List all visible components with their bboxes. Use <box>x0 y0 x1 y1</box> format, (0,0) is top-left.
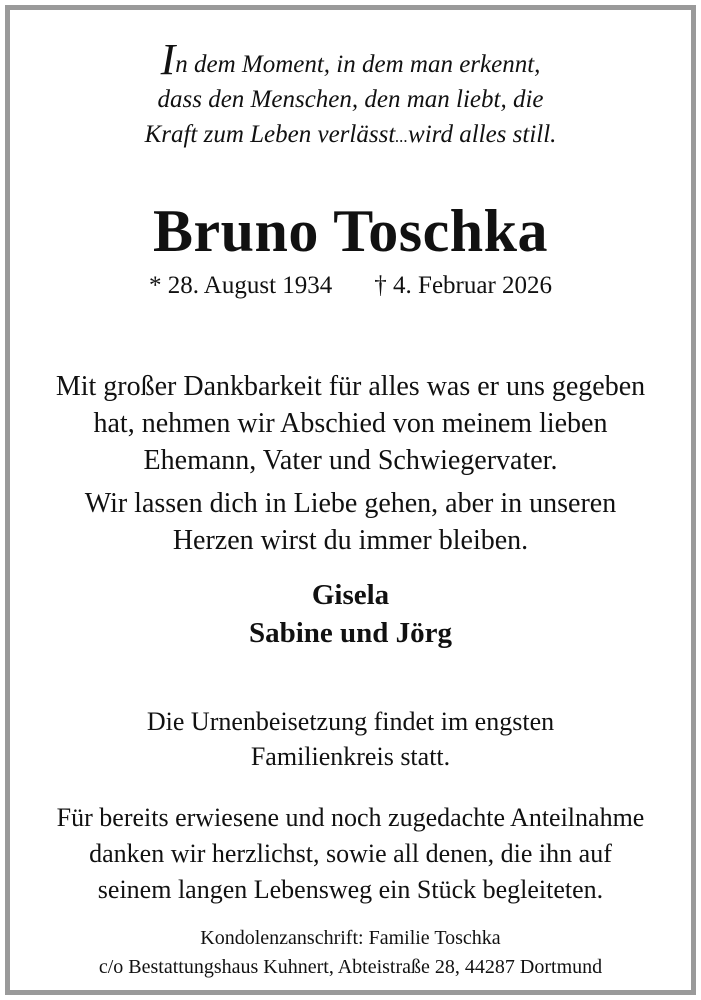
love-line: Wir lassen dich in Liebe gehen, aber in unseren <box>84 488 617 519</box>
burial-notice <box>10 704 691 774</box>
burial-line: Familienkreis statt. <box>250 742 451 771</box>
poem-line-1-text: n dem Moment, in dem man erkennt, <box>175 51 541 78</box>
poem-line-3 <box>60 117 641 154</box>
farewell-line: Ehemann, Vater und Schwiegervater. <box>143 445 558 476</box>
thanks-line: Für bereits erwiesene und noch zugedachte Anteilnahme <box>56 803 645 832</box>
death-date: † 4. Februar 2026 <box>374 272 553 299</box>
opening-poem <box>60 35 641 154</box>
condolence-address-line-2: c/o Bestattungshaus Kuhnert, Abteistraße 28, 44287 Dortmund <box>98 956 603 978</box>
deceased-name: Bruno Toschka <box>152 198 549 264</box>
poem-line-1 <box>60 35 641 84</box>
love-paragraph <box>10 485 691 559</box>
love-line: Herzen wirst du immer bleiben. <box>172 525 529 556</box>
burial-line: Die Urnenbeisetzung findet im engsten <box>146 707 555 736</box>
poem-ellipsis: ... <box>395 127 409 146</box>
condolence-address-line-1: Kondolenzanschrift: Familie Toschka <box>200 927 501 949</box>
thanks-notice <box>10 800 691 908</box>
mourner-name: Sabine und Jörg <box>248 617 453 649</box>
farewell-line: Mit großer Dankbarkeit für alles was er uns gegeben <box>55 371 646 402</box>
life-dates <box>10 270 691 302</box>
poem-line-3-start: Kraft zum Leben verlässt <box>144 121 396 148</box>
poem-dropcap: I <box>160 35 176 84</box>
poem-line-3-end: wird alles still. <box>408 121 557 148</box>
farewell-paragraph <box>10 368 691 479</box>
thanks-line: danken wir herzlichst, sowie all denen, die ihn auf <box>89 839 612 868</box>
farewell-line: hat, nehmen wir Abschied von meinem lieben <box>93 408 608 439</box>
thanks-line: seinem langen Lebensweg ein Stück begleiteten. <box>97 875 604 904</box>
poem-line-2: dass den Menschen, den man liebt, die <box>157 86 544 113</box>
mourner-name: Gisela <box>311 579 390 611</box>
mourners <box>10 576 691 652</box>
birth-date: * 28. August 1934 <box>148 272 333 299</box>
condolence-address <box>10 924 691 982</box>
